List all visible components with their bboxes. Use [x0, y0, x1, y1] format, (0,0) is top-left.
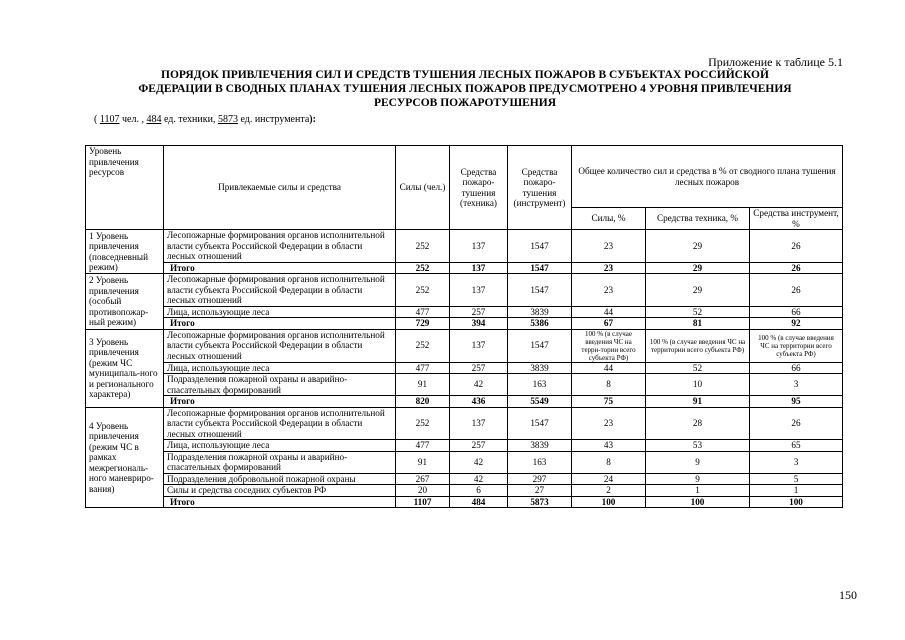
- cell-people: 477: [396, 362, 450, 374]
- cell-p-instr: 3: [750, 451, 843, 473]
- total-p-people: 75: [572, 396, 646, 408]
- cell-instr: 297: [508, 473, 572, 485]
- header-people: Силы (чел.): [396, 146, 450, 230]
- cell-p-instr: 26: [750, 274, 843, 307]
- cell-tech: 137: [450, 329, 508, 362]
- total-label: Итого: [164, 262, 396, 274]
- cell-instr: 163: [508, 451, 572, 473]
- total-label: Итого: [164, 496, 396, 508]
- total-p-tech: 81: [646, 318, 750, 330]
- summary-people: 1107: [99, 114, 120, 125]
- header-pct-people: Силы, %: [572, 208, 646, 230]
- force-description: Лесопожарные формирования органов исполнительной власти субъекта Российской Федерации в области лесных отношений: [164, 329, 396, 362]
- total-p-people: 100: [572, 496, 646, 508]
- cell-p-people: 8: [572, 451, 646, 473]
- cell-p-people: 44: [572, 306, 646, 318]
- cell-tech: 257: [450, 306, 508, 318]
- summary-close: ):: [309, 114, 316, 125]
- cell-people: 20: [396, 485, 450, 497]
- total-row: [86, 496, 843, 508]
- total-instr: 5549: [508, 396, 572, 408]
- cell-p-tech: 9: [646, 451, 750, 473]
- cell-instr: 1547: [508, 274, 572, 307]
- cell-tech: 137: [450, 230, 508, 263]
- table-row: [86, 362, 843, 374]
- cell-tech: 42: [450, 374, 508, 396]
- cell-p-tech: 53: [646, 440, 750, 452]
- cell-instr: 3839: [508, 440, 572, 452]
- total-label: Итого: [164, 396, 396, 408]
- summary-open: (: [94, 114, 100, 125]
- table-row: [86, 274, 843, 307]
- table-row: [86, 485, 843, 497]
- header-forces: Привлекаемые силы и средства: [164, 146, 396, 230]
- total-tech: 394: [450, 318, 508, 330]
- cell-p-tech: 52: [646, 362, 750, 374]
- summary-people-unit: чел. ,: [119, 114, 147, 125]
- cell-people: 252: [396, 329, 450, 362]
- total-tech: 436: [450, 396, 508, 408]
- cell-instr: 1547: [508, 230, 572, 263]
- force-description: Лесопожарные формирования органов исполнительной власти субъекта Российской Федерации в области лесных отношений: [164, 230, 396, 263]
- level-name: 4 Уровень привлечения (режим ЧС в рамках межрегиональ-ного маневриро-вания): [86, 407, 164, 508]
- total-p-instr: 26: [750, 262, 843, 274]
- cell-people: 267: [396, 473, 450, 485]
- cell-people: 91: [396, 374, 450, 396]
- total-p-people: 23: [572, 262, 646, 274]
- total-tech: 137: [450, 262, 508, 274]
- cell-p-people: 23: [572, 407, 646, 440]
- force-description: Подразделения пожарной охраны и аварийно-спасательных формирований: [164, 374, 396, 396]
- cell-p-tech: 9: [646, 473, 750, 485]
- total-instr: 5386: [508, 318, 572, 330]
- level-name: 3 Уровень привлечения (режим ЧС муниципаль-ного и регионального характера): [86, 329, 164, 407]
- header-level: Уровень привлечения ресурсов: [86, 146, 164, 230]
- total-row: [86, 262, 843, 274]
- cell-p-tech: 28: [646, 407, 750, 440]
- cell-p-people: 23: [572, 230, 646, 263]
- summary-instr: 5873: [217, 114, 238, 125]
- page-number: 150: [839, 588, 857, 602]
- cell-instr: 3839: [508, 362, 572, 374]
- cell-p-instr: 65: [750, 440, 843, 452]
- cell-p-instr: 3: [750, 374, 843, 396]
- force-description: Лица, использующие леса: [164, 362, 396, 374]
- cell-people: 252: [396, 274, 450, 307]
- resource-summary: [94, 114, 316, 125]
- cell-instr: 27: [508, 485, 572, 497]
- cell-p-people: 8: [572, 374, 646, 396]
- table-row: [86, 473, 843, 485]
- cell-tech: 42: [450, 473, 508, 485]
- table-row: [86, 407, 843, 440]
- cell-people: 477: [396, 440, 450, 452]
- table-row: [86, 440, 843, 452]
- title-line-3: РЕСУРСОВ ПОЖАРОТУШЕНИЯ: [373, 97, 557, 109]
- cell-people: 477: [396, 306, 450, 318]
- summary-tech: 484: [146, 114, 162, 125]
- total-people: 1107: [396, 496, 450, 508]
- summary-tech-unit: ед. техники,: [161, 114, 218, 125]
- force-description: Подразделения пожарной охраны и аварийно-спасательных формирований: [164, 451, 396, 473]
- header-instr: Средства пожаро-тушения (инструмент): [508, 146, 572, 230]
- cell-tech: 257: [450, 362, 508, 374]
- cell-p-instr: 26: [750, 407, 843, 440]
- cell-p-people: 44: [572, 362, 646, 374]
- cell-people: 252: [396, 230, 450, 263]
- total-people: 252: [396, 262, 450, 274]
- level-name: 1 Уровень привлечения (повседневный режим): [86, 230, 164, 274]
- force-description: Лица, использующие леса: [164, 306, 396, 318]
- cell-p-instr: 66: [750, 306, 843, 318]
- cell-tech: 257: [450, 440, 508, 452]
- cell-tech: 137: [450, 407, 508, 440]
- cell-p-tech: 52: [646, 306, 750, 318]
- cell-p-tech: 100 % (в случае введения ЧС на территории всего субъекта РФ): [646, 329, 750, 362]
- level-name: 2 Уровень привлечения (особый противопожар-ный режим): [86, 274, 164, 330]
- cell-instr: 1547: [508, 407, 572, 440]
- table-row: [86, 451, 843, 473]
- document-title: [70, 68, 860, 110]
- header-total-pct: Общее количество сил и средства в % от сводного плана тушения лесных пожаров: [572, 146, 843, 208]
- total-p-instr: 95: [750, 396, 843, 408]
- force-description: Лесопожарные формирования органов исполнительной власти субъекта Российской Федерации в области лесных отношений: [164, 407, 396, 440]
- title-line-2: ФЕДЕРАЦИИ В СВОДНЫХ ПЛАНАХ ТУШЕНИЯ ЛЕСНЫХ ПОЖАРОВ ПРЕДУСМОТРЕНО 4 УРОВНЯ ПРИВЛЕЧЕНИЯ: [138, 83, 792, 95]
- total-p-tech: 100: [646, 496, 750, 508]
- total-p-instr: 100: [750, 496, 843, 508]
- cell-p-people: 23: [572, 274, 646, 307]
- total-row: [86, 318, 843, 330]
- table-row: [86, 329, 843, 362]
- summary-instr-unit: ед. инструмента: [237, 114, 310, 125]
- resources-table: [85, 145, 843, 508]
- total-p-tech: 29: [646, 262, 750, 274]
- table-row: [86, 306, 843, 318]
- cell-tech: 137: [450, 274, 508, 307]
- total-people: 820: [396, 396, 450, 408]
- cell-tech: 6: [450, 485, 508, 497]
- cell-p-people: 43: [572, 440, 646, 452]
- cell-p-people: 100 % (в случае введения ЧС на терри-тории всего субъекта РФ): [572, 329, 646, 362]
- force-description: Лица, использующие леса: [164, 440, 396, 452]
- table-row: [86, 230, 843, 263]
- cell-people: 252: [396, 407, 450, 440]
- cell-p-tech: 1: [646, 485, 750, 497]
- force-description: Лесопожарные формирования органов исполнительной власти субъекта Российской Федерации в области лесных отношений: [164, 274, 396, 307]
- cell-instr: 163: [508, 374, 572, 396]
- header-pct-tech: Средства техника, %: [646, 208, 750, 230]
- cell-p-instr: 26: [750, 230, 843, 263]
- appendix-label: Приложение к таблице 5.1: [708, 55, 843, 69]
- force-description: Силы и средства соседних субъектов РФ: [164, 485, 396, 497]
- cell-p-instr: 1: [750, 485, 843, 497]
- total-p-tech: 91: [646, 396, 750, 408]
- total-label: Итого: [164, 318, 396, 330]
- total-p-people: 67: [572, 318, 646, 330]
- cell-p-instr: 66: [750, 362, 843, 374]
- cell-p-people: 24: [572, 473, 646, 485]
- header-tech: Средства пожаро-тушения (техника): [450, 146, 508, 230]
- header-pct-instr: Средства инструмент, %: [750, 208, 843, 230]
- cell-p-instr: 100 % (в случае введения ЧС на территории всего субъекта РФ): [750, 329, 843, 362]
- cell-p-tech: 29: [646, 230, 750, 263]
- force-description: Подразделения добровольной пожарной охраны: [164, 473, 396, 485]
- cell-instr: 1547: [508, 329, 572, 362]
- cell-p-people: 2: [572, 485, 646, 497]
- total-people: 729: [396, 318, 450, 330]
- total-instr: 1547: [508, 262, 572, 274]
- total-tech: 484: [450, 496, 508, 508]
- total-row: [86, 396, 843, 408]
- cell-p-instr: 5: [750, 473, 843, 485]
- cell-instr: 3839: [508, 306, 572, 318]
- total-instr: 5873: [508, 496, 572, 508]
- cell-p-tech: 29: [646, 274, 750, 307]
- cell-tech: 42: [450, 451, 508, 473]
- table-row: [86, 374, 843, 396]
- table-body: [86, 230, 843, 508]
- total-p-instr: 92: [750, 318, 843, 330]
- cell-people: 91: [396, 451, 450, 473]
- cell-p-tech: 10: [646, 374, 750, 396]
- title-line-1: ПОРЯДОК ПРИВЛЕЧЕНИЯ СИЛ И СРЕДСТВ ТУШЕНИЯ ЛЕСНЫХ ПОЖАРОВ В СУБЪЕКТАХ РОССИЙСКОЙ: [161, 69, 769, 81]
